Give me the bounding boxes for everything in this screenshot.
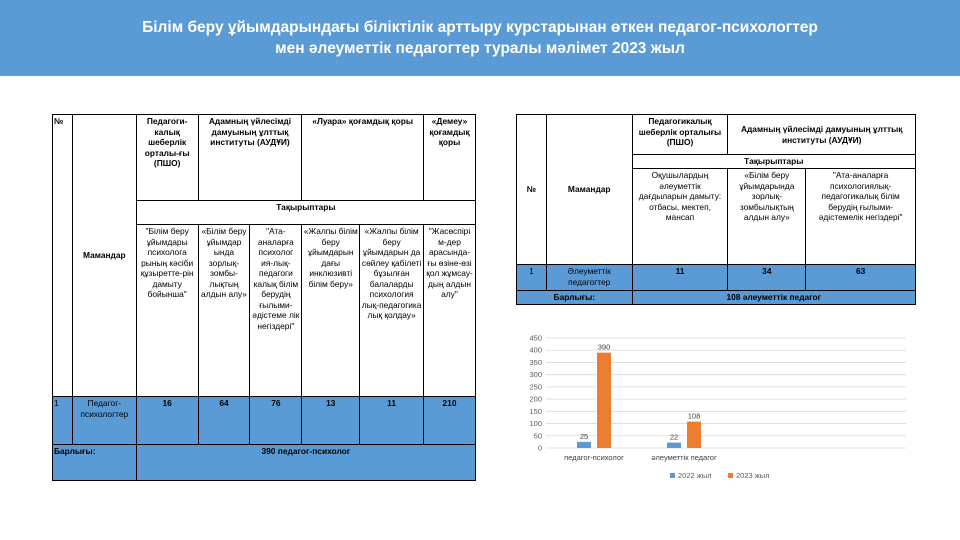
col-psho-header: Педагоги-калық шеберлік орталы-ғы (ПШО): [136, 115, 198, 201]
total-row: [53, 445, 476, 481]
bar: [667, 443, 681, 448]
col-demeu-header: «Демеу» қоғамдық қоры: [424, 115, 476, 201]
y-tick-label: 450: [529, 333, 542, 343]
bar-chart: [520, 330, 920, 490]
title-banner: [0, 0, 960, 76]
row-value: 210: [424, 397, 476, 445]
col-specialty-header: Мамандар: [72, 115, 136, 397]
row-value: 63: [806, 265, 916, 291]
bar: [577, 442, 591, 448]
data-label: 108: [687, 411, 701, 421]
table-row: [517, 265, 916, 291]
total-value: 390 педагог-психолог: [136, 445, 475, 481]
col-specialty-header: Мамандар: [546, 115, 632, 265]
legend-label: 2022 жыл: [678, 471, 712, 480]
x-tick-label: әлеуметтік педагог: [651, 453, 717, 462]
total-label: Барлығы:: [517, 291, 633, 305]
y-tick-label: 250: [529, 382, 542, 392]
x-tick-label: педагог-психолог: [564, 453, 624, 462]
bar: [687, 422, 701, 448]
y-tick-label: 200: [529, 394, 542, 404]
data-label: 390: [597, 342, 611, 352]
row-value: 16: [136, 397, 198, 445]
col-psho-header: Педагогикалық шеберлік орталығы (ПШО): [632, 115, 728, 155]
row-specialty: Педагог-психологтер: [72, 397, 136, 445]
total-row: [517, 291, 916, 305]
y-tick-label: 100: [529, 419, 542, 429]
row-value: 11: [360, 397, 424, 445]
topic-cell: "Ата-аналарға психолог ия-лық-педагоги калық білім берудің ғылыми-әдістеме лік негіздері": [250, 225, 302, 397]
y-tick-label: 350: [529, 357, 542, 367]
legend-swatch: [670, 473, 675, 478]
data-label: 22: [669, 432, 679, 442]
row-no: 1: [517, 265, 547, 291]
row-no: 1: [53, 397, 73, 445]
y-tick-label: 400: [529, 345, 542, 355]
row-value: 64: [198, 397, 250, 445]
social-pedagogues-table: [516, 114, 916, 305]
title-line-1: Білім беру ұйымдарындағы біліктілік арттыру курстарынан өткен педагог-психологтер: [142, 19, 818, 36]
total-label: Барлығы:: [53, 445, 137, 481]
row-value: 11: [632, 265, 728, 291]
row-specialty: Әлеуметтік педагогтер: [546, 265, 632, 291]
table-row: [53, 397, 476, 445]
col-audui-header: Адамның үйлесімді дамуының ұлттық институты (АУДҰИ): [198, 115, 302, 201]
legend-swatch: [728, 473, 733, 478]
data-label: 25: [579, 431, 589, 441]
col-no-header: №: [517, 115, 547, 265]
topic-cell: «Жалпы білім беру ұйымдарын дағы инклюзивті білім беру»: [302, 225, 360, 397]
y-tick-label: 300: [529, 370, 542, 380]
title-line-2: мен әлеуметтік педагогтер туралы мәлімет 2023 жыл: [275, 40, 685, 57]
topic-cell: "Ата-аналарға психологиялық-педагогикалық білім берудің ғылыми-әдістемелік негіздері": [806, 169, 916, 265]
y-tick-label: 0: [537, 443, 542, 453]
topic-cell: «Жалпы білім беру ұйымдарын да сөйлеу қабілеті бұзылған балаларды психология лық-педагогика лық қолдау»: [360, 225, 424, 397]
row-value: 13: [302, 397, 360, 445]
topic-cell: "Жасөспірі м-дер арасында-ғы өзіне-өзі қол жұмсау-дың алдын алу": [424, 225, 476, 397]
topic-cell: «Білім беру ұйымдарында зорлық-зомбылықтың алдын алу»: [728, 169, 806, 265]
y-tick-label: 150: [529, 406, 542, 416]
topics-label: Тақырыптары: [136, 201, 475, 225]
col-no-header: №: [53, 115, 73, 397]
bar: [597, 353, 611, 448]
row-value: 34: [728, 265, 806, 291]
total-value: 108 әлеуметтік педагог: [632, 291, 915, 305]
topic-cell: "Білім беру ұйымдары психолога рының кәсіби құзыретте-рін дамыту бойынша": [136, 225, 198, 397]
topic-cell: «Білім беру ұйымдар ында зорлық-зомбы-лықтың алдын алу»: [198, 225, 250, 397]
comparison-chart: [520, 330, 920, 490]
y-tick-label: 50: [533, 431, 542, 441]
col-luara-header: «Луара» қоғамдық қоры: [302, 115, 424, 201]
legend-label: 2023 жыл: [736, 471, 770, 480]
topics-label: Тақырыптары: [632, 155, 915, 169]
row-value: 76: [250, 397, 302, 445]
psychologists-table: [52, 114, 476, 481]
col-audui-header: Адамның үйлесімді дамуының ұлттық институты (АУДҰИ): [728, 115, 916, 155]
topic-cell: Оқушылардың әлеуметтік дағдыларын дамыту: отбасы, мектеп, мансап: [632, 169, 728, 265]
